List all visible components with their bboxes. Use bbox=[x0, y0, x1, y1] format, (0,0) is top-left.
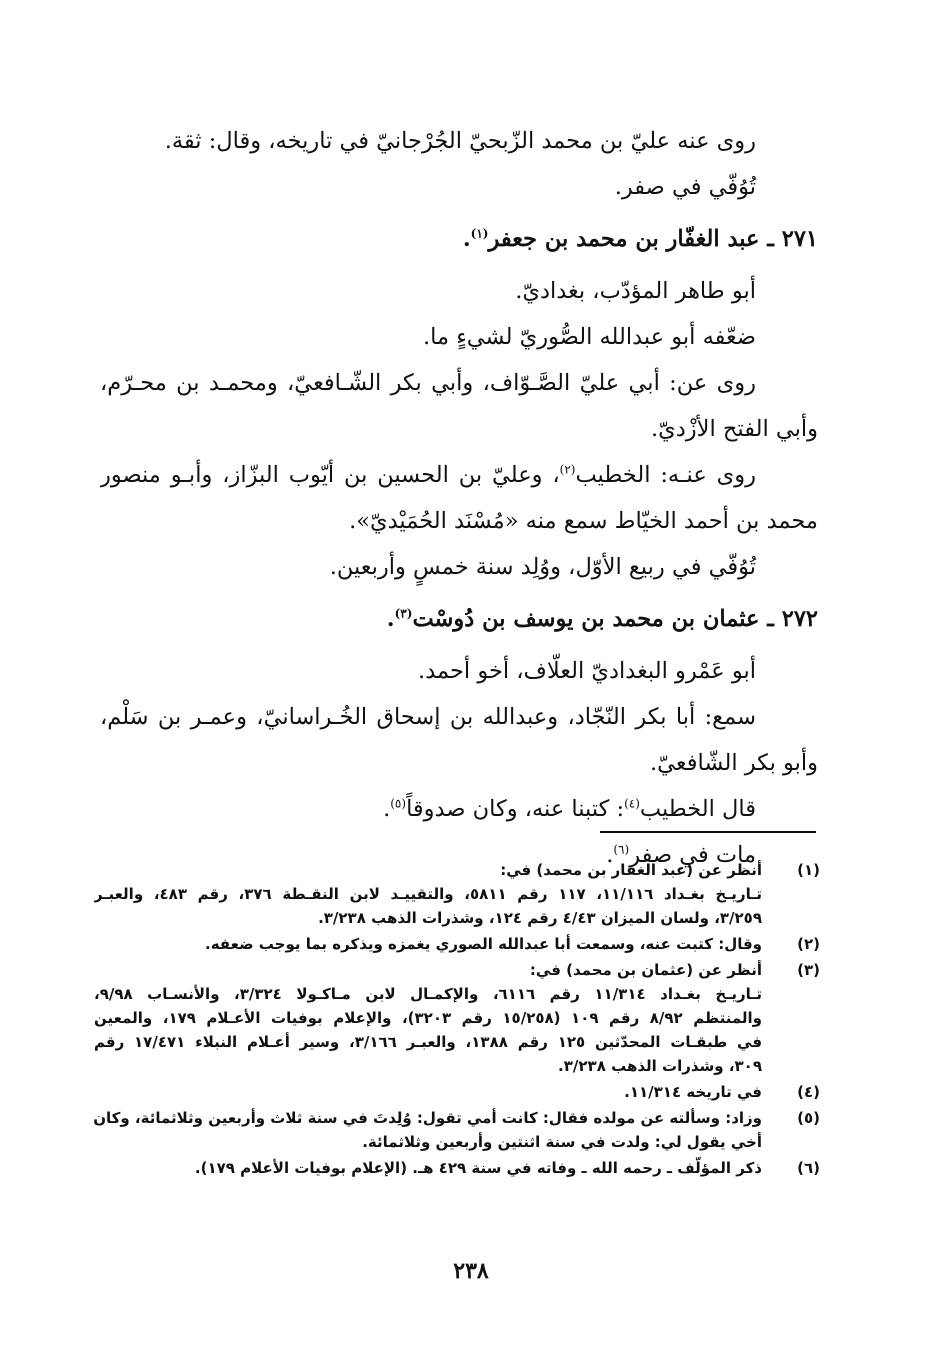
footnote-6 bbox=[94, 1156, 820, 1180]
footnote-line: ٣٠٩، وشذرات الذهب ٣/٢٣٨. bbox=[558, 1057, 762, 1075]
footnote-line: تـاريـخ بغـداد ١١/١١٦، ١١٧ رقم ٥٨١١، والتقييـد لابن النقـطة ٣٧٦، رقم ٤٨٣، والعبـر bbox=[94, 885, 762, 903]
footnote-number: (٢) bbox=[797, 935, 820, 953]
footnote-line: ٣/٢٥٩، ولسان الميزان ٤/٤٣ رقم ١٢٤، وشذرات الذهب ٣/٢٣٨. bbox=[318, 909, 762, 927]
footnote-line: أخي يقول لي: ولدت في سنة اثنتين وأربعين وثلاثمائة. bbox=[362, 1133, 762, 1151]
text-line: قال الخطيب$^{(٤)}$: كتبنا عنه، وكان صدوقاً$^{(٥)}$. bbox=[383, 796, 756, 822]
footnote-line: أنظر عن (عبد الغفار بن محمد) في: bbox=[500, 861, 762, 879]
entry-title: ٢٧١ ـ عبد الغفّار بن محمد بن جعفر bbox=[488, 226, 818, 252]
footnote-ref: (٦) bbox=[613, 842, 630, 857]
footnote-line: في طبقـات المحدّثين ١٢٥ رقم ١٣٨٨، والعبـر ٣/١٦٦، وسير أعـلام النبلاء ١٧/٤٧١ رقم bbox=[94, 1033, 762, 1051]
text-line: روى عن: أبي عليّ الصَّـوّاف، وأبي بكر الشّـافعيّ، ومحمـد بن محـرّم، bbox=[100, 370, 756, 396]
footnote-2 bbox=[94, 932, 820, 956]
footnote-number: (٤) bbox=[797, 1083, 820, 1101]
text-line: وأبي الفتح الأزْديّ. bbox=[651, 416, 818, 442]
text-line: وأبو بكر الشّافعيّ. bbox=[650, 750, 818, 776]
text-segment: قال الخطيب bbox=[639, 796, 756, 822]
page-number: ٢٣٨ bbox=[453, 1258, 489, 1284]
footnote-line: وزاد: وسألته عن مولده فقال: كانت أمي تقول: وُلِدتَ في سنة ثلاث وأربعين وثلاثمائة، وكان bbox=[93, 1109, 762, 1127]
footnote-separator bbox=[600, 831, 816, 833]
footnote-line: وقال: كتبت عنه، وسمعت أبا عبدالله الصوري يغمزه ويذكره بما يوجب ضعفه. bbox=[205, 935, 762, 953]
text-line: تُوُفّي في ربيع الأوّل، ووُلِد سنة خمسٍ وأربعين. bbox=[329, 554, 756, 580]
main-text bbox=[100, 118, 818, 878]
footnote-body bbox=[94, 1156, 762, 1180]
text-line: مات في صفر$^{(٦)}$. bbox=[606, 842, 756, 868]
text-line: محمد بن أحمد الخيّاط سمع منه «مُسْنَد الحُمَيْديّ». bbox=[349, 508, 818, 534]
entry-heading-271: ٢٧١ ـ عبد الغفّار بن محمد بن جعفر$^{(١)}$. bbox=[462, 226, 818, 252]
text-line: ضعّفه أبو عبدالله الصُّوريّ لشيءٍ ما. bbox=[423, 324, 756, 350]
footnote-body bbox=[94, 958, 762, 1078]
text-segment: روى عنـه: الخطيب bbox=[575, 462, 756, 488]
footnote-ref: (٢) bbox=[559, 462, 576, 477]
footnotes bbox=[94, 858, 820, 1182]
footnote-line: ذكر المؤلّف ـ رحمه الله ـ وفاته في سنة ٤٢٩ هـ. (الإعلام بوفيات الأعلام ١٧٩). bbox=[194, 1159, 762, 1177]
text-segment: : كتبنا عنه، وكان صدوقاً bbox=[406, 796, 625, 822]
text-line: أبو طاهر المؤدّب، بغداديّ. bbox=[515, 278, 756, 304]
text-segment: مات في صفر bbox=[629, 842, 756, 868]
footnote-number: (٣) bbox=[797, 961, 820, 979]
text-line: تُوُفّي في صفر. bbox=[614, 174, 756, 200]
text-line: سمع: أبا بكر النّجّاد، وعبدالله بن إسحاق الخُـراسانيّ، وعمـر بن سَلْم، bbox=[100, 704, 756, 730]
footnote-line: تـاريـخ بغـداد ١١/٣١٤ رقم ٦١١٦، والإكمـال لابن مـاكـولا ٣/٣٢٤، والأنسـاب ٩/٩٨، bbox=[94, 985, 762, 1003]
footnote-ref: (٤) bbox=[624, 796, 640, 811]
footnote-ref: (١) bbox=[470, 226, 489, 241]
footnote-line: والمنتظم ٨/٩٢ رقم ١٠٩ (١٥/٢٥٨ رقم ٣٢٠٣)، والإعلام بوفيات الأعـلام ١٧٩، والمعين bbox=[94, 1009, 762, 1027]
footnote-number: (٦) bbox=[797, 1159, 820, 1177]
footnote-body bbox=[94, 1080, 762, 1104]
footnote-ref: (٥) bbox=[390, 796, 407, 811]
footnote-5 bbox=[94, 1106, 820, 1154]
text-line bbox=[100, 452, 818, 498]
footnote-body bbox=[94, 858, 762, 930]
footnote-body bbox=[94, 932, 762, 956]
footnote-number: (٥) bbox=[797, 1109, 820, 1127]
footnote-number: (١) bbox=[797, 861, 820, 879]
footnote-1 bbox=[94, 858, 820, 930]
text-segment: ، وعليّ بن الحسين بن أيّوب البزّاز، وأبـو منصور bbox=[100, 462, 560, 488]
text-line: أبو عَمْرو البغداديّ العلّاف، أخو أحمد. bbox=[418, 658, 756, 684]
footnote-line: أنظر عن (عثمان بن محمد) في: bbox=[529, 961, 762, 979]
entry-title: ٢٧٢ ـ عثمان بن محمد بن يوسف بن دُوسْت bbox=[412, 606, 818, 632]
text-line: روى عنه عليّ بن محمد الزّبحيّ الجُرْجانيّ في تاريخه، وقال: ثقة. bbox=[164, 128, 756, 154]
entry-heading-272: ٢٧٢ ـ عثمان بن محمد بن يوسف بن دُوسْت$^{(٣)}$. bbox=[386, 606, 818, 632]
footnote-line: في تاريخه ١١/٣١٤. bbox=[624, 1083, 762, 1101]
footnote-ref: (٣) bbox=[394, 606, 413, 621]
footnote-body bbox=[93, 1106, 762, 1154]
footnote-4 bbox=[94, 1080, 820, 1104]
footnote-3 bbox=[94, 958, 820, 1078]
